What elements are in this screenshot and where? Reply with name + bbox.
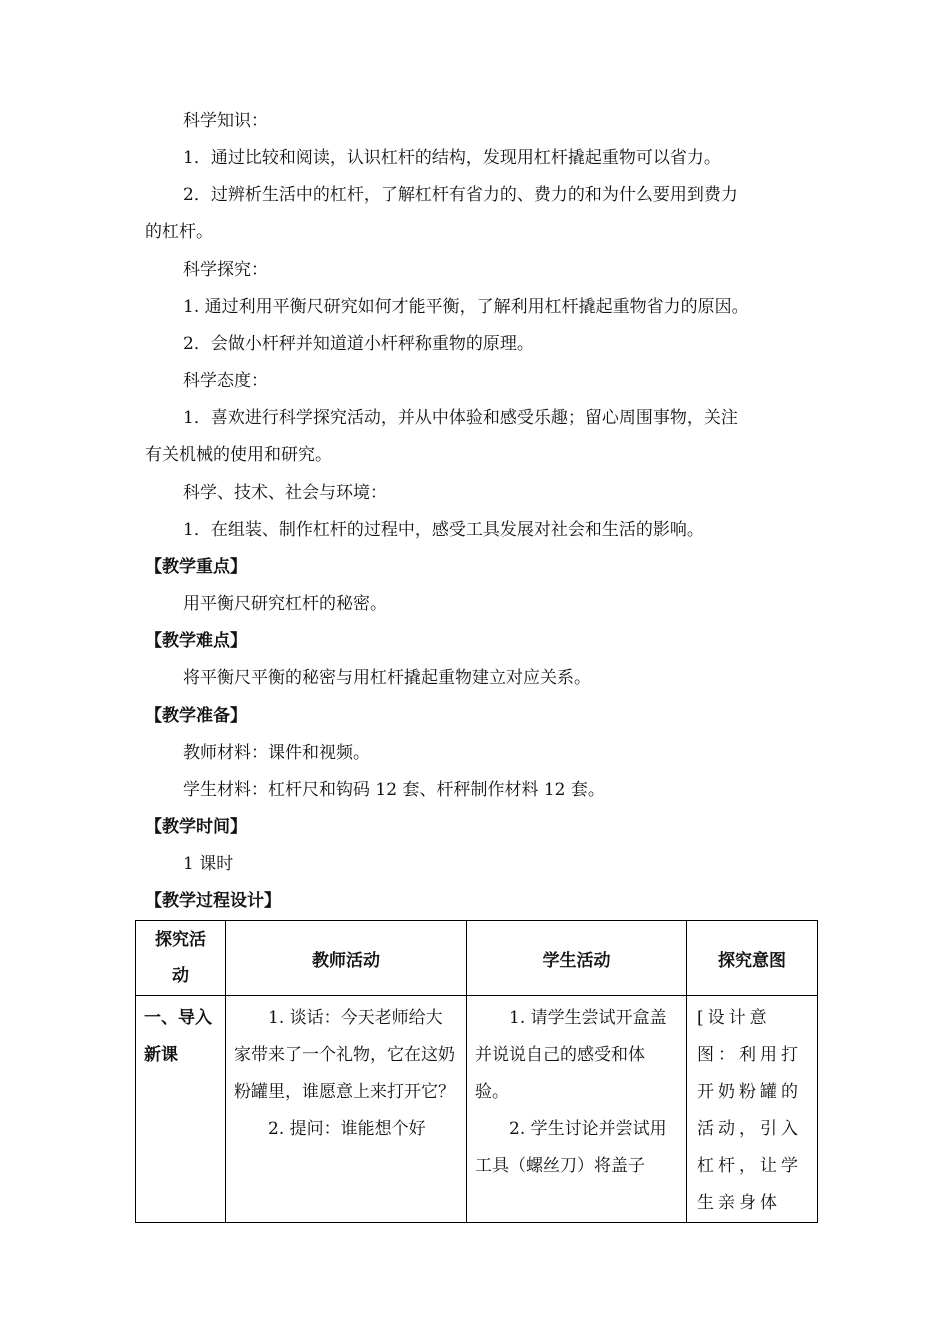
inquiry-item-2: 2．会做小杆秤并知道道小杆秤称重物的原理。 (183, 334, 534, 354)
knowledge-item-1: 1．通过比较和阅读，认识杠杆的结构，发现用杠杆撬起重物可以省力。 (183, 148, 721, 168)
process-table (135, 920, 818, 1223)
preparation-teacher: 教师材料：课件和视频。 (183, 743, 370, 763)
header-activity-line-2: 动 (172, 966, 189, 986)
time-text: 1 课时 (183, 854, 234, 874)
header-activity (136, 921, 226, 996)
row1-student-para-1: 1. 请学生尝试开盒盖并说说自己的感受和体验。 (475, 1008, 667, 1102)
attitude-item-1-line-2: 有关机械的使用和研究。 (145, 445, 332, 465)
inquiry-item-1: 1. 通过利用平衡尺研究如何才能平衡，了解利用杠杆撬起重物省力的原因。 (183, 297, 749, 317)
time-heading: 【教学时间】 (145, 817, 247, 837)
header-intent: 探究意图 (687, 921, 818, 996)
preparation-student: 学生材料：杠杆尺和钩码 12 套、杆秤制作材料 12 套。 (183, 780, 605, 800)
table-header-row (136, 921, 818, 996)
row1-student (467, 996, 687, 1223)
knowledge-item-2-line-2: 的杠杆。 (145, 222, 213, 242)
row1-teacher (226, 996, 467, 1223)
difficulty-heading: 【教学难点】 (145, 631, 247, 651)
preparation-heading: 【教学准备】 (145, 706, 247, 726)
key-point-text: 用平衡尺研究杠杆的秘密。 (183, 594, 387, 614)
header-student: 学生活动 (467, 921, 687, 996)
stse-title: 科学、技术、社会与环境： (183, 483, 387, 503)
process-heading: 【教学过程设计】 (145, 891, 281, 911)
stse-item-1: 1．在组装、制作杠杆的过程中，感受工具发展对社会和生活的影响。 (183, 520, 704, 540)
inquiry-title: 科学探究： (183, 260, 268, 280)
difficulty-text: 将平衡尺平衡的秘密与用杠杆撬起重物建立对应关系。 (183, 668, 591, 688)
key-point-heading: 【教学重点】 (145, 557, 247, 577)
attitude-item-1-line-1: 1．喜欢进行科学探究活动，并从中体验和感受乐趣；留心周围事物，关注 (183, 408, 738, 428)
row1-intent (687, 996, 818, 1223)
header-activity-line-1: 探究活 (155, 930, 206, 950)
row1-teacher-para-2: 2. 提问：谁能想个好 (268, 1119, 426, 1139)
row1-activity-line-1: 一、导入 (144, 1008, 212, 1028)
table-row (136, 996, 818, 1223)
knowledge-title: 科学知识： (183, 111, 268, 131)
header-teacher: 教师活动 (226, 921, 467, 996)
row1-intent-text: [设计意图：利用打开奶粉罐的活动，引入杠杆，让学生亲身体 (697, 1008, 802, 1213)
row1-activity (136, 996, 226, 1223)
row1-activity-line-2: 新课 (144, 1045, 178, 1065)
attitude-title: 科学态度： (183, 371, 268, 391)
row1-teacher-para-1: 1. 谈话：今天老师给大家带来了一个礼物，它在这奶粉罐里，谁愿意上来打开它？ (234, 1008, 455, 1102)
knowledge-item-2-line-1: 2．过辨析生活中的杠杆，了解杠杆有省力的、费力的和为什么要用到费力 (183, 185, 738, 205)
row1-student-para-2: 2. 学生讨论并尝试用工具（螺丝刀）将盖子 (475, 1119, 667, 1176)
